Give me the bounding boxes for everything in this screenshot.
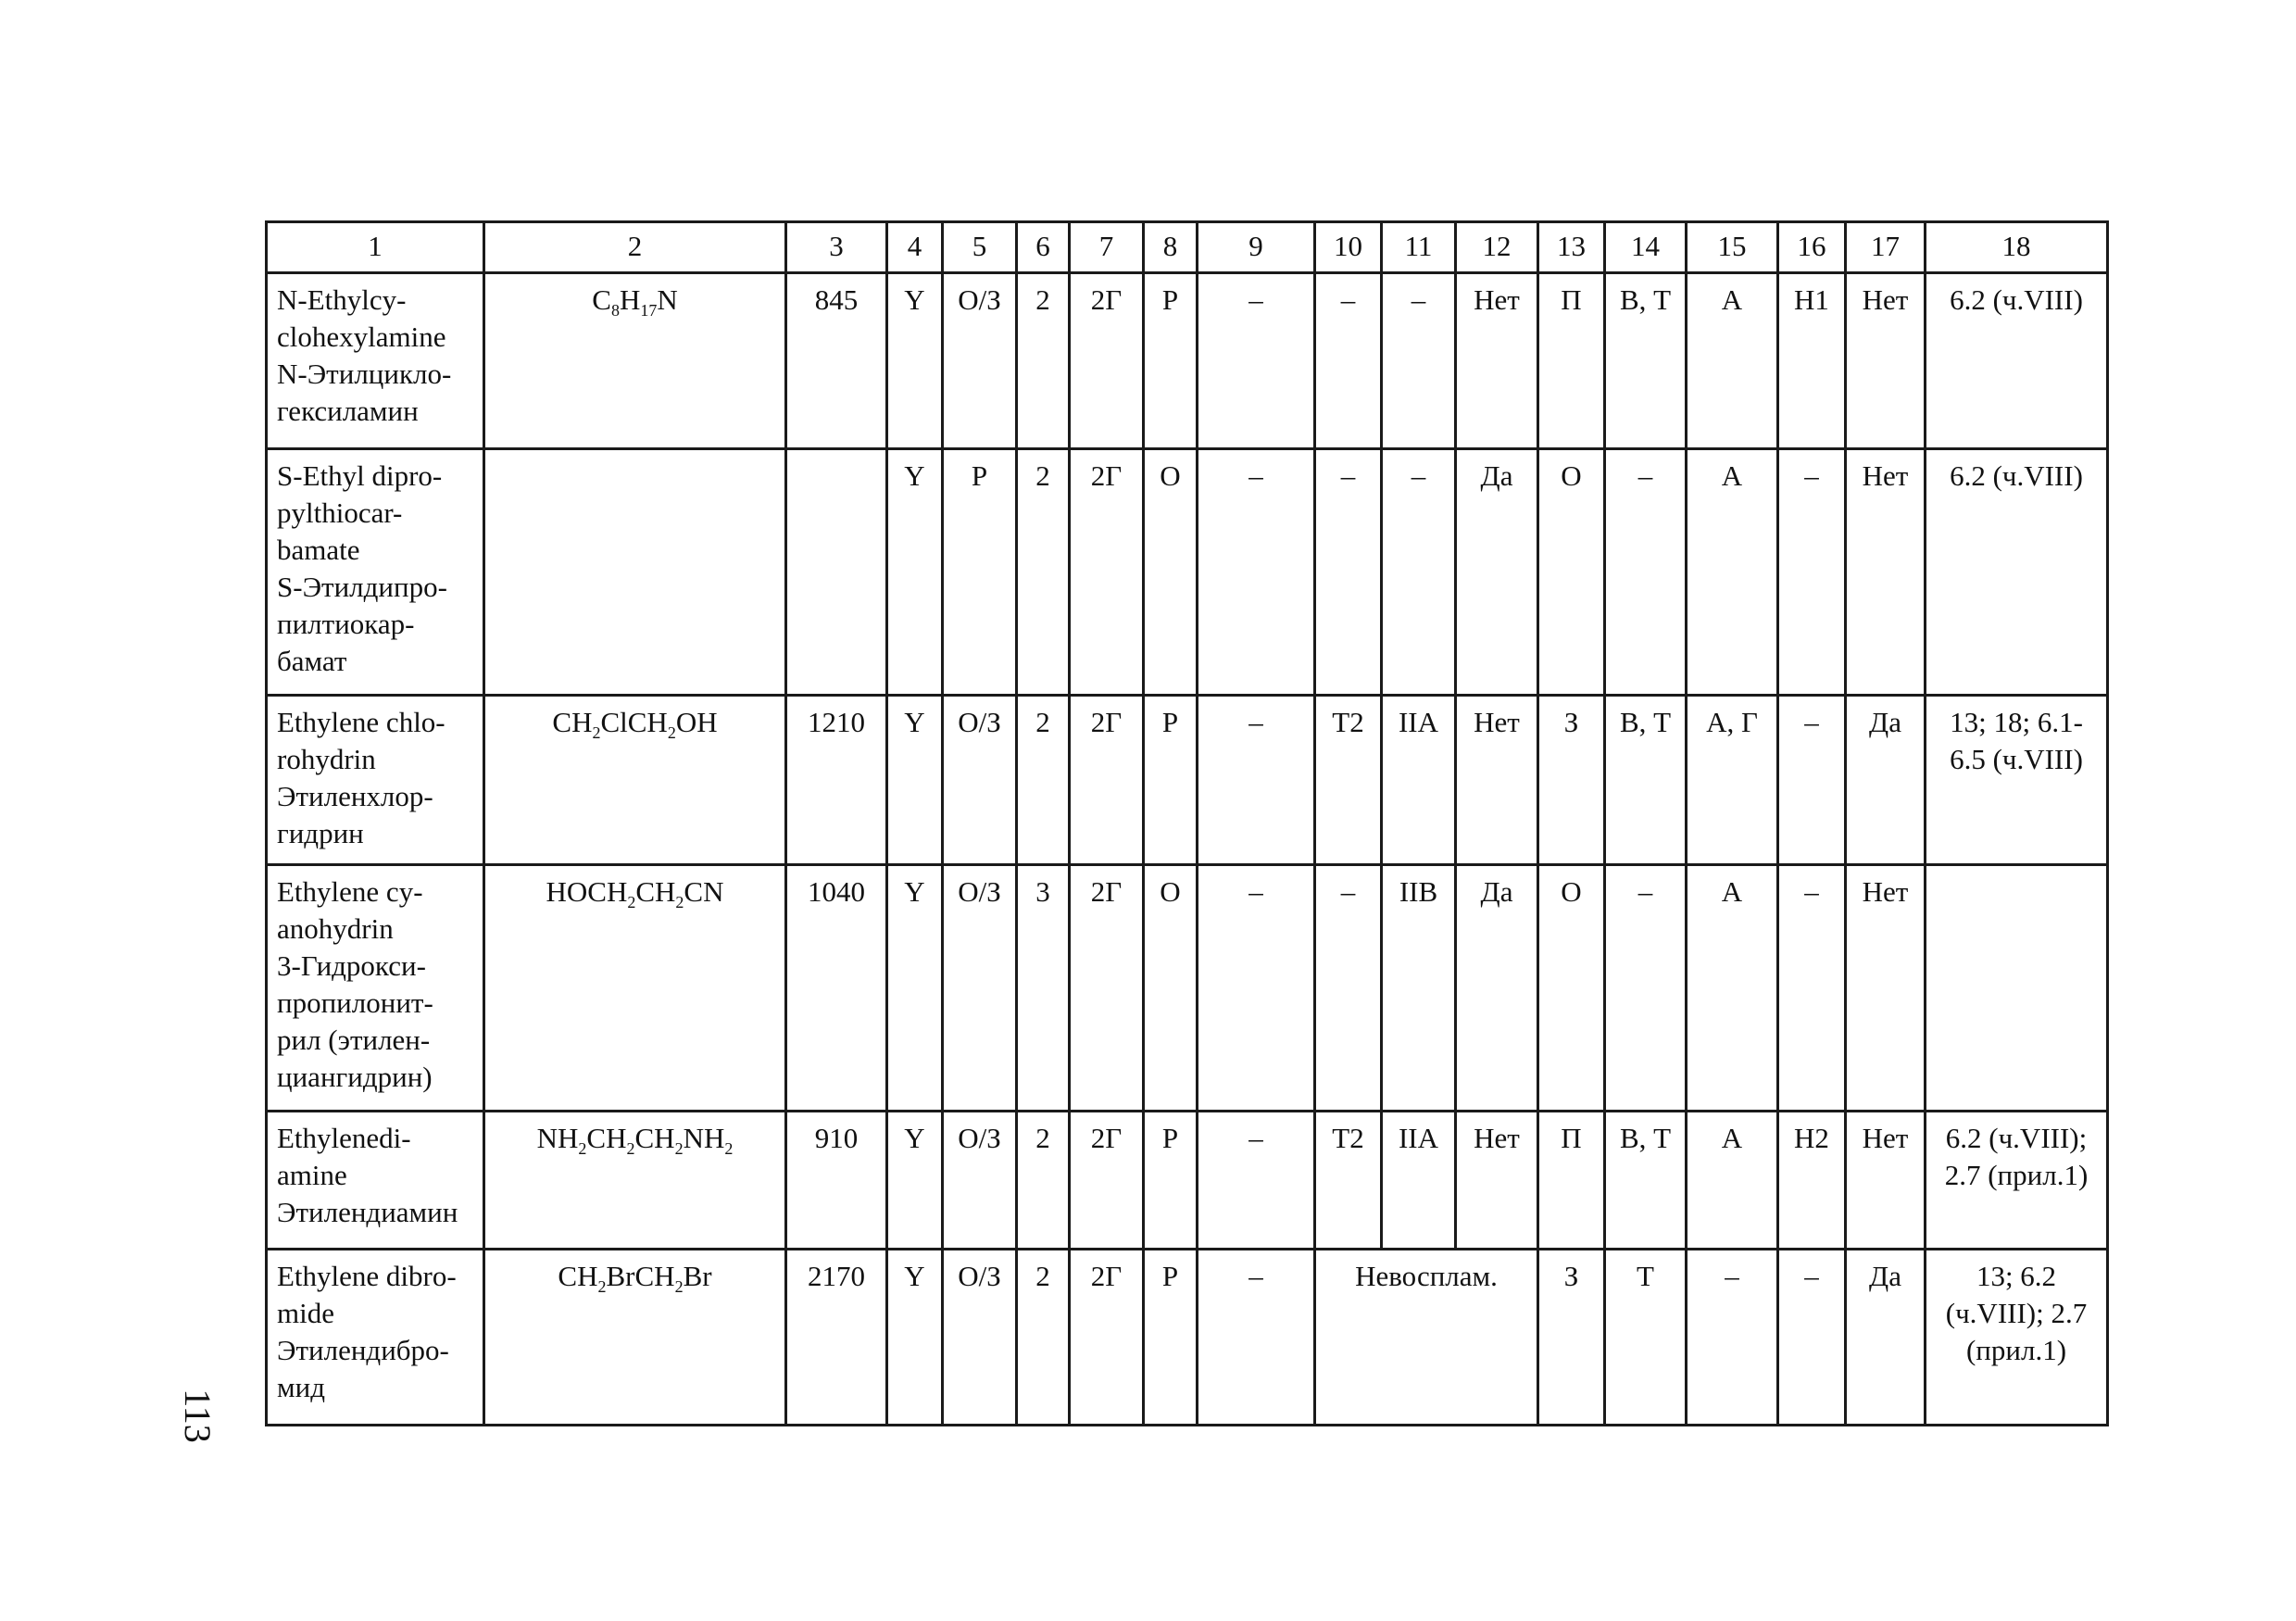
header-cell: 18 bbox=[1926, 222, 2108, 273]
col-8-cell: Р bbox=[1144, 273, 1198, 449]
col-7-cell: 2Г bbox=[1070, 865, 1144, 1112]
non-flammable-cell: Невосплам. bbox=[1315, 1250, 1538, 1426]
substance-name-line: Ethylene chlo- bbox=[277, 706, 445, 738]
header-cell: 13 bbox=[1538, 222, 1605, 273]
table-row bbox=[267, 865, 2108, 1112]
col-7-cell: 2Г bbox=[1070, 1250, 1144, 1426]
col-18-cell: 6.2 (ч.VIII) bbox=[1926, 273, 2108, 449]
col-6-cell: 2 bbox=[1017, 273, 1070, 449]
col-17-cell: Да bbox=[1846, 1250, 1926, 1426]
col-7-cell: 2Г bbox=[1070, 1112, 1144, 1250]
header-cell: 4 bbox=[887, 222, 943, 273]
col-18-cell: 6.2 (ч.VIII) bbox=[1926, 449, 2108, 696]
col-7-cell: 2Г bbox=[1070, 696, 1144, 865]
col-5-cell: О/З bbox=[943, 1112, 1017, 1250]
substance-name-line: пропилонит- bbox=[277, 986, 433, 1019]
header-row bbox=[267, 222, 2108, 273]
substance-name bbox=[267, 865, 484, 1112]
col-8-cell: О bbox=[1144, 449, 1198, 696]
col-4-cell: Y bbox=[887, 865, 943, 1112]
col-9-cell: – bbox=[1198, 1250, 1315, 1426]
formula-text: CH bbox=[634, 1122, 675, 1154]
formula-subscript: 2 bbox=[674, 1139, 684, 1158]
col-10-cell: T2 bbox=[1315, 1112, 1382, 1250]
substance-name-line: rohydrin bbox=[277, 743, 376, 775]
formula-subscript: 2 bbox=[597, 1277, 607, 1296]
table-row bbox=[267, 1250, 2108, 1426]
col-12-cell: Да bbox=[1456, 449, 1538, 696]
col-16-cell: – bbox=[1778, 865, 1846, 1112]
col-13-cell: З bbox=[1538, 696, 1605, 865]
formula-subscript: 2 bbox=[724, 1139, 734, 1158]
col-8-cell: Р bbox=[1144, 1250, 1198, 1426]
col-15-cell: А bbox=[1687, 1112, 1778, 1250]
col-4-cell: Y bbox=[887, 1112, 943, 1250]
header-cell: 15 bbox=[1687, 222, 1778, 273]
col-15-cell: А bbox=[1687, 273, 1778, 449]
substance-name-line: amine bbox=[277, 1159, 347, 1191]
substance-name-line: pylthiocar- bbox=[277, 496, 403, 529]
header-cell: 11 bbox=[1382, 222, 1456, 273]
substance-name-line: mide bbox=[277, 1297, 334, 1329]
formula-subscript: 2 bbox=[627, 893, 636, 911]
col-14-cell: В, Т bbox=[1605, 273, 1687, 449]
col-13-cell: П bbox=[1538, 1112, 1605, 1250]
col-17-cell: Нет bbox=[1846, 865, 1926, 1112]
chemical-formula bbox=[484, 1250, 786, 1426]
col-13-cell: З bbox=[1538, 1250, 1605, 1426]
substance-name-line: гидрин bbox=[277, 817, 364, 849]
substance-name bbox=[267, 273, 484, 449]
substance-name-line: S-Этилдипро- bbox=[277, 571, 447, 603]
formula-subscript: 2 bbox=[578, 1139, 587, 1158]
substance-name-line: рил (этилен- bbox=[277, 1024, 431, 1056]
substance-name-line: циангидрин) bbox=[277, 1061, 433, 1093]
substance-name bbox=[267, 1250, 484, 1426]
header-cell: 8 bbox=[1144, 222, 1198, 273]
col-10-cell: – bbox=[1315, 273, 1382, 449]
col-8-cell: Р bbox=[1144, 1112, 1198, 1250]
header-cell: 3 bbox=[786, 222, 887, 273]
col-3-cell: 2170 bbox=[786, 1250, 887, 1426]
substance-name-line: пилтиокар- bbox=[277, 608, 415, 640]
col-3-cell: 845 bbox=[786, 273, 887, 449]
col-9-cell: – bbox=[1198, 1112, 1315, 1250]
col-5-cell: О/З bbox=[943, 273, 1017, 449]
formula-subscript: 2 bbox=[667, 723, 676, 742]
col-12-cell: Нет bbox=[1456, 273, 1538, 449]
header-cell: 1 bbox=[267, 222, 484, 273]
col-3-cell: 910 bbox=[786, 1112, 887, 1250]
formula-text: CH bbox=[558, 1260, 598, 1292]
header-cell: 2 bbox=[484, 222, 786, 273]
chemical-formula bbox=[484, 273, 786, 449]
col-3-cell: 1210 bbox=[786, 696, 887, 865]
col-15-cell: – bbox=[1687, 1250, 1778, 1426]
formula-subscript: 2 bbox=[592, 723, 601, 742]
formula-subscript: 8 bbox=[610, 301, 620, 320]
substance-name-line: bamate bbox=[277, 534, 360, 566]
formula-text: Br bbox=[683, 1260, 712, 1292]
substance-name bbox=[267, 1112, 484, 1250]
header-cell: 7 bbox=[1070, 222, 1144, 273]
table-row bbox=[267, 273, 2108, 449]
substance-name bbox=[267, 696, 484, 865]
col-14-cell: В, Т bbox=[1605, 696, 1687, 865]
table-row bbox=[267, 1112, 2108, 1250]
col-8-cell: Р bbox=[1144, 696, 1198, 865]
col-10-cell: T2 bbox=[1315, 696, 1382, 865]
data-table bbox=[265, 220, 2109, 1426]
col-4-cell: Y bbox=[887, 1250, 943, 1426]
col-18-cell bbox=[1926, 865, 2108, 1112]
col-16-cell: – bbox=[1778, 1250, 1846, 1426]
substance-name-line: Ethylene cy- bbox=[277, 875, 423, 908]
header-cell: 5 bbox=[943, 222, 1017, 273]
substance-name-line: Ethylenedi- bbox=[277, 1122, 411, 1154]
formula-text: NH bbox=[536, 1122, 579, 1154]
substance-name-line: Этилендибро- bbox=[277, 1334, 449, 1366]
col-13-cell: О bbox=[1538, 449, 1605, 696]
chemical-formula bbox=[484, 449, 786, 696]
substance-name-line: N-Ethylcy- bbox=[277, 283, 407, 316]
formula-subscript: 2 bbox=[626, 1139, 635, 1158]
col-12-cell: Нет bbox=[1456, 696, 1538, 865]
formula-text: CN bbox=[684, 875, 724, 908]
formula-text: OH bbox=[675, 706, 718, 738]
header-cell: 6 bbox=[1017, 222, 1070, 273]
col-16-cell: – bbox=[1778, 696, 1846, 865]
col-3-cell: 1040 bbox=[786, 865, 887, 1112]
formula-text: HOCH bbox=[546, 875, 628, 908]
col-6-cell: 2 bbox=[1017, 696, 1070, 865]
formula-subscript: 2 bbox=[675, 893, 684, 911]
col-9-cell: – bbox=[1198, 865, 1315, 1112]
col-11-cell: IIA bbox=[1382, 696, 1456, 865]
formula-subscript: 2 bbox=[674, 1277, 684, 1296]
col-5-cell: О/З bbox=[943, 1250, 1017, 1426]
col-12-cell: Да bbox=[1456, 865, 1538, 1112]
col-6-cell: 2 bbox=[1017, 1250, 1070, 1426]
col-16-cell: Н2 bbox=[1778, 1112, 1846, 1250]
col-15-cell: А bbox=[1687, 449, 1778, 696]
col-3-cell bbox=[786, 449, 887, 696]
header-cell: 14 bbox=[1605, 222, 1687, 273]
header-cell: 12 bbox=[1456, 222, 1538, 273]
formula-text: NH bbox=[683, 1122, 725, 1154]
col-11-cell: IIA bbox=[1382, 1112, 1456, 1250]
substance-name-line: гексиламин bbox=[277, 395, 419, 427]
col-5-cell: О/З bbox=[943, 696, 1017, 865]
header-cell: 9 bbox=[1198, 222, 1315, 273]
col-9-cell: – bbox=[1198, 273, 1315, 449]
formula-text: ClCH bbox=[600, 706, 668, 738]
col-4-cell: Y bbox=[887, 696, 943, 865]
formula-text: BrCH bbox=[606, 1260, 675, 1292]
col-18-cell: 6.2 (ч.VIII); 2.7 (прил.1) bbox=[1926, 1112, 2108, 1250]
col-9-cell: – bbox=[1198, 696, 1315, 865]
substance-name-line: S-Ethyl dipro- bbox=[277, 459, 443, 492]
col-14-cell: Т bbox=[1605, 1250, 1687, 1426]
substance-name bbox=[267, 449, 484, 696]
col-10-cell: – bbox=[1315, 865, 1382, 1112]
substance-name-line: Этилендиамин bbox=[277, 1196, 458, 1228]
col-4-cell: Y bbox=[887, 449, 943, 696]
formula-text: CH bbox=[635, 875, 676, 908]
substance-name-line: Этиленхлор- bbox=[277, 780, 433, 812]
substance-name-line: N-Этилцикло- bbox=[277, 358, 452, 390]
col-5-cell: О/З bbox=[943, 865, 1017, 1112]
col-12-cell: Нет bbox=[1456, 1112, 1538, 1250]
col-17-cell: Нет bbox=[1846, 449, 1926, 696]
formula-text: CH bbox=[552, 706, 593, 738]
col-13-cell: П bbox=[1538, 273, 1605, 449]
header-cell: 16 bbox=[1778, 222, 1846, 273]
formula-subscript: 17 bbox=[640, 301, 658, 320]
col-4-cell: Y bbox=[887, 273, 943, 449]
substance-name-line: мид bbox=[277, 1371, 325, 1403]
substance-name-line: clohexylamine bbox=[277, 320, 446, 353]
header-cell: 10 bbox=[1315, 222, 1382, 273]
formula-text: CH bbox=[586, 1122, 627, 1154]
col-14-cell: – bbox=[1605, 865, 1687, 1112]
substance-name-line: бамат bbox=[277, 645, 347, 677]
col-14-cell: – bbox=[1605, 449, 1687, 696]
col-11-cell: IIB bbox=[1382, 865, 1456, 1112]
col-18-cell: 13; 6.2 (ч.VIII); 2.7 (прил.1) bbox=[1926, 1250, 2108, 1426]
substance-name-line: Ethylene dibro- bbox=[277, 1260, 457, 1292]
page-number: 113 bbox=[176, 1389, 219, 1443]
col-15-cell: А bbox=[1687, 865, 1778, 1112]
col-6-cell: 2 bbox=[1017, 449, 1070, 696]
substance-name-line: anohydrin bbox=[277, 912, 394, 945]
col-6-cell: 2 bbox=[1017, 1112, 1070, 1250]
col-18-cell: 13; 18; 6.1-6.5 (ч.VIII) bbox=[1926, 696, 2108, 865]
col-13-cell: О bbox=[1538, 865, 1605, 1112]
chemical-formula bbox=[484, 696, 786, 865]
col-9-cell: – bbox=[1198, 449, 1315, 696]
col-14-cell: В, Т bbox=[1605, 1112, 1687, 1250]
col-11-cell: – bbox=[1382, 273, 1456, 449]
formula-text: N bbox=[657, 283, 678, 316]
chemical-formula bbox=[484, 1112, 786, 1250]
col-6-cell: 3 bbox=[1017, 865, 1070, 1112]
col-15-cell: А, Г bbox=[1687, 696, 1778, 865]
header-cell: 17 bbox=[1846, 222, 1926, 273]
formula-text: C bbox=[592, 283, 611, 316]
col-16-cell: – bbox=[1778, 449, 1846, 696]
col-17-cell: Нет bbox=[1846, 273, 1926, 449]
chemical-formula bbox=[484, 865, 786, 1112]
col-7-cell: 2Г bbox=[1070, 449, 1144, 696]
col-8-cell: О bbox=[1144, 865, 1198, 1112]
col-7-cell: 2Г bbox=[1070, 273, 1144, 449]
col-5-cell: Р bbox=[943, 449, 1017, 696]
col-16-cell: Н1 bbox=[1778, 273, 1846, 449]
col-17-cell: Да bbox=[1846, 696, 1926, 865]
col-11-cell: – bbox=[1382, 449, 1456, 696]
formula-text: H bbox=[619, 283, 641, 316]
table-row bbox=[267, 449, 2108, 696]
table-row bbox=[267, 696, 2108, 865]
substance-name-line: 3-Гидрокси- bbox=[277, 949, 426, 982]
col-10-cell: – bbox=[1315, 449, 1382, 696]
col-17-cell: Нет bbox=[1846, 1112, 1926, 1250]
